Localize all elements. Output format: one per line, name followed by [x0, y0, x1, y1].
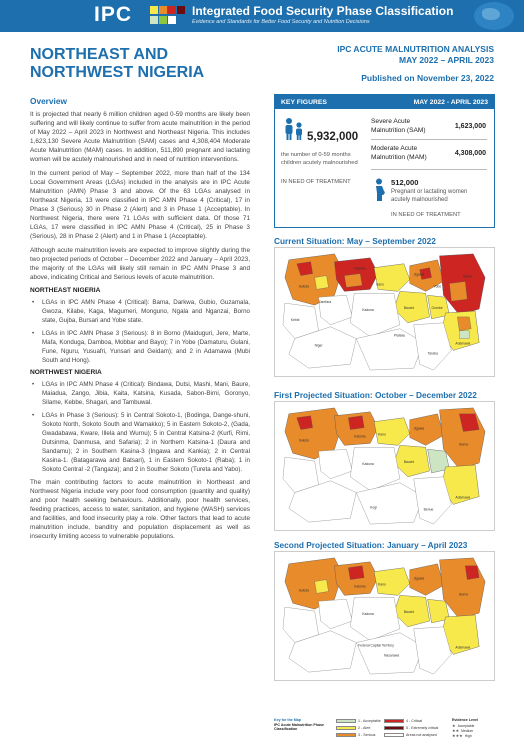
state-label: Bauchi	[403, 306, 415, 311]
state-label: Jigawa	[413, 576, 425, 581]
overview-column	[30, 96, 250, 546]
legend-not-analysed-label: Areas not analysed	[406, 733, 437, 737]
evidence-high	[452, 733, 472, 738]
plw-need-label: IN NEED OF TREATMENT	[391, 212, 461, 218]
key-figures-label: KEY FIGURES	[281, 98, 327, 106]
evidence-star-icon: ★	[452, 723, 456, 728]
map-current-heading: Current Situation: May – September 2022	[274, 236, 436, 246]
state-label: Taraba	[427, 351, 438, 356]
northeast-bullet: • LGAs in IPC AMN Phase 3 (Serious): 8 in Borno (Maiduguri, Jere, Marte, Mafa, Konduga, Damboa, Mobbar and Bayo); 7 in Yobe (Damaturu, Gulani, Fune, Nguru, Yusuafri, Yunsari and Geidam); and 2 in Adamawa (Mubi South and Hong).	[30, 329, 250, 365]
key-figures-period: MAY 2022 - APRIL 2023	[413, 98, 488, 106]
children-description: the number of 0-59 months children acutely malnourished	[281, 152, 358, 166]
state-label: Adamawa	[455, 495, 471, 500]
state-label: Kogi	[370, 505, 377, 510]
mam-value: 4,308,000	[454, 150, 486, 157]
legend-subtitle: IPC Acute Malnutrition Phase Classification	[274, 723, 324, 732]
phase3-swatch	[336, 733, 356, 737]
state-label: Kano	[378, 432, 386, 437]
state-label: Adamawa	[455, 341, 471, 346]
phase2-swatch	[336, 726, 356, 730]
map-legend	[274, 718, 495, 742]
state-label: Borno	[459, 442, 469, 447]
map-projection2-heading: Second Projected Situation: January – April 2023	[274, 540, 468, 550]
key-figures-box	[274, 94, 495, 228]
overview-paragraph-3: Although acute malnutrition levels are expected to improve slightly during the two projected periods of October – December 2022 and January – April 2023, the majority of the LGAs will likely still remain in IPC AMN Phase 3 and above, indicating Critical and Serious levels of acute malnutrition.	[30, 247, 250, 281]
plw-total: 512,000	[391, 178, 419, 187]
sam-value: 1,623,000	[454, 123, 486, 130]
state-label: Kano	[376, 282, 384, 287]
analysis-title	[264, 44, 494, 66]
state-label: Borno	[459, 592, 469, 597]
state-label: Zamfara	[318, 300, 332, 305]
page-title-line1: NORTHEAST AND	[30, 46, 169, 63]
phase4-swatch	[384, 719, 404, 723]
pregnant-woman-icon	[373, 178, 387, 202]
state-label: Jigawa	[413, 426, 425, 431]
phase5-swatch	[384, 726, 404, 730]
overview-paragraph-2: In the current period of May – September 2022, more than half of the 134 Local Government Areas (LGAs) included in the analysis are in IPC Acute Malnutrition (AMN) Phase 3 and above. Of the 63 LGAs analysed in Northeast Nigeria, 13 were classified in IPC AMN Phase 4 (Critical), 17 in Phase 3 (Serious) 30 in Phase 2 (Alert) and 3 in Phase 1 (Acceptable). In Northwest Nigeria, there were 71 LGAs with sufficient data. Of those 71 LGAs, 17 were classified in IPC AMN Phase 4 (Critical), 25 in Phase 3 (Serious), 28 in Phase 2 (Alert) and 1 in Phase 1 (Acceptable).	[30, 170, 250, 240]
evidence-acceptable-label: Acceptable	[457, 723, 475, 728]
state-label: Kaduna	[362, 612, 374, 617]
northeast-bullet: • LGAs in IPC AMN Phase 4 (Critical): Bama, Darkwa, Gubio, Guzamala, Gwoza, Kilabe, Kaga, Magumeri, Monguno, Ngala and Nganzai, Borno state, Gujba, Bursari and Yobe state.	[30, 298, 250, 325]
state-label: Borno	[463, 274, 473, 279]
state-label: Gombe	[431, 306, 443, 311]
ipc-logo: IPC	[94, 3, 133, 26]
header-subtitle: Evidence and Standards for Better Food Security and Nutrition Decisions	[192, 19, 370, 25]
legend-not-analysed	[384, 733, 437, 737]
evidence-level-title: Evidence Level	[452, 718, 478, 722]
map-projection1	[274, 401, 495, 531]
state-label: Sokoto	[298, 284, 310, 289]
state-label: Nasarawa	[384, 653, 400, 658]
northeast-heading: NORTHEAST NIGERIA	[30, 287, 101, 294]
plw-description: Pregnant or lactating women acutely malnourished	[391, 189, 468, 203]
state-label: Bauchi	[403, 610, 415, 615]
state-label: Kaduna	[362, 308, 374, 313]
legend-phase1-label: 1 - Acceptable	[358, 719, 381, 723]
evidence-star-icon: ★★★	[452, 733, 463, 738]
state-label: Kebbi	[290, 317, 300, 322]
legend-phase4-label: 4 - Critical	[406, 719, 423, 723]
analysis-period: MAY 2022 – APRIL 2023	[399, 55, 494, 65]
published-date: Published on November 23, 2022	[361, 73, 494, 83]
legend-title: Key for the Map	[274, 718, 301, 722]
sam-label: Severe Acute Malnutrition (SAM)	[371, 118, 426, 134]
not-analysed-swatch	[384, 733, 404, 737]
page-title	[30, 46, 250, 82]
divider	[371, 139, 487, 140]
top-banner	[0, 0, 524, 32]
divider	[371, 169, 487, 170]
header-title: Integrated Food Security Phase Classification	[192, 4, 454, 18]
state-label: Yobe	[433, 284, 442, 289]
state-label: Katsina	[354, 584, 366, 589]
state-label: Federal Capital Territory	[358, 643, 394, 648]
legend-phase2-label: 2 - Alert	[358, 726, 371, 730]
map-projection1-heading: First Projected Situation: October – December 2022	[274, 390, 477, 400]
analysis-name: IPC ACUTE MALNUTRITION ANALYSIS	[337, 44, 494, 54]
children-need-label: IN NEED OF TREATMENT	[281, 179, 351, 185]
map-current	[274, 247, 495, 377]
legend-phase1	[336, 719, 381, 723]
state-label: Kano	[378, 582, 386, 587]
ipc-logo-squares	[150, 6, 186, 26]
contributing-factors-paragraph: The main contributing factors to acute malnutrition in Northeast and Northwest Nigeria include very poor food consumption (quantity and quality) and poor health seeking behaviours. Additionally, poor health services, feeding practices, access to water, sanitation, and hygiene (WASH) services and facilities, and food insecurity play a role. Other factors that lead to acute malnutrition include, banditry and population displacement as well as insecurity limiting access to vulnerable populations.	[30, 479, 250, 540]
legend-phase3	[336, 733, 375, 737]
northwest-heading: NORTHWEST NIGERIA	[30, 369, 102, 376]
state-label: Niger	[314, 343, 323, 348]
state-label: Jigawa	[413, 272, 425, 277]
phase1-swatch	[336, 719, 356, 723]
state-label: Sokoto	[298, 438, 310, 443]
state-label: Kaduna	[362, 462, 374, 467]
state-label: Katsina	[354, 266, 366, 271]
state-label: Sokoto	[298, 588, 310, 593]
northwest-bullet: • LGAs in IPC AMN Phase 4 (Critical): Bindawa, Dutsi, Mashi, Mani, Baure, Maiadua, Zango, Jibia, Kaita, Katsina, Kusada, Sabon-Birni, Goronyo, Silame, Kebbe, Shagari, and Tambuwal.	[30, 380, 250, 407]
page-title-line2: NORTHWEST NIGERIA	[30, 64, 205, 81]
legend-phase5-label: 5 - Extremely critical	[406, 726, 439, 730]
evidence-star-icon: ★★	[452, 728, 460, 733]
legend-phase4	[384, 719, 422, 723]
evidence-high-label: High	[464, 733, 472, 738]
state-label: Adamawa	[455, 645, 471, 650]
state-label: Katsina	[354, 434, 366, 439]
state-label: Plateau	[393, 333, 406, 338]
children-icon	[283, 117, 305, 141]
mam-label: Moderate Acute Malnutrition (MAM)	[371, 145, 427, 161]
legend-phase5	[384, 726, 438, 730]
overview-heading: Overview	[30, 96, 67, 106]
evidence-medium-label: Medium	[461, 728, 474, 733]
key-figures-header	[275, 95, 494, 109]
map-projection2	[274, 551, 495, 681]
overview-paragraph-1: It is projected that nearly 6 million children aged 0-59 months are likely been suffering and will likely continue to suffer from acute malnutrition in the period of May 2022 – April 2023 in Northwest and Northeast Nigeria. This includes 1,623,130 Severe Acute Malnutrition (SAM) cases and 4,308,404 Moderate Acute Malnutrition (MAM) cases. In addition, 511,890 pregnant and lactating women will be acutely malnourished and in need of nutrition interventions.	[30, 111, 250, 163]
state-label: Bauchi	[403, 460, 415, 465]
legend-phase2	[336, 726, 370, 730]
globe-icon	[474, 2, 514, 30]
state-label: Benue	[423, 507, 434, 512]
northwest-bullet: • LGAs in Phase 3 (Serious): 5 in Central Sokoto-1, (Bodinga, Dange-shuni, Sokoto North, Sokoto South and Wamakko); 5 in Eastern Sokoto-2, (Gada, Gwadabawa, Kware, Illela and Wurnu); 5 in Central Katsina-2 (Kurfi, Rimi, Dutsinma, Danmusa, and Safaria); 2 in Northern Katsina-1 (Daura and Sandamu); 2 in Southern Kasina-3 (Ingawa and Kankia); 2 in Central Kasina-1. (Batagarawa and Batsari), 1 in Eastern Sokoto-1 (Raba); 1 in Sokoto Central -2 (Tangaza); and 2 in Souther Sokoto (Tureta and Yabo).	[30, 411, 250, 474]
children-total: 5,932,000	[307, 131, 359, 143]
legend-phase3-label: 3 - Serious	[358, 733, 376, 737]
